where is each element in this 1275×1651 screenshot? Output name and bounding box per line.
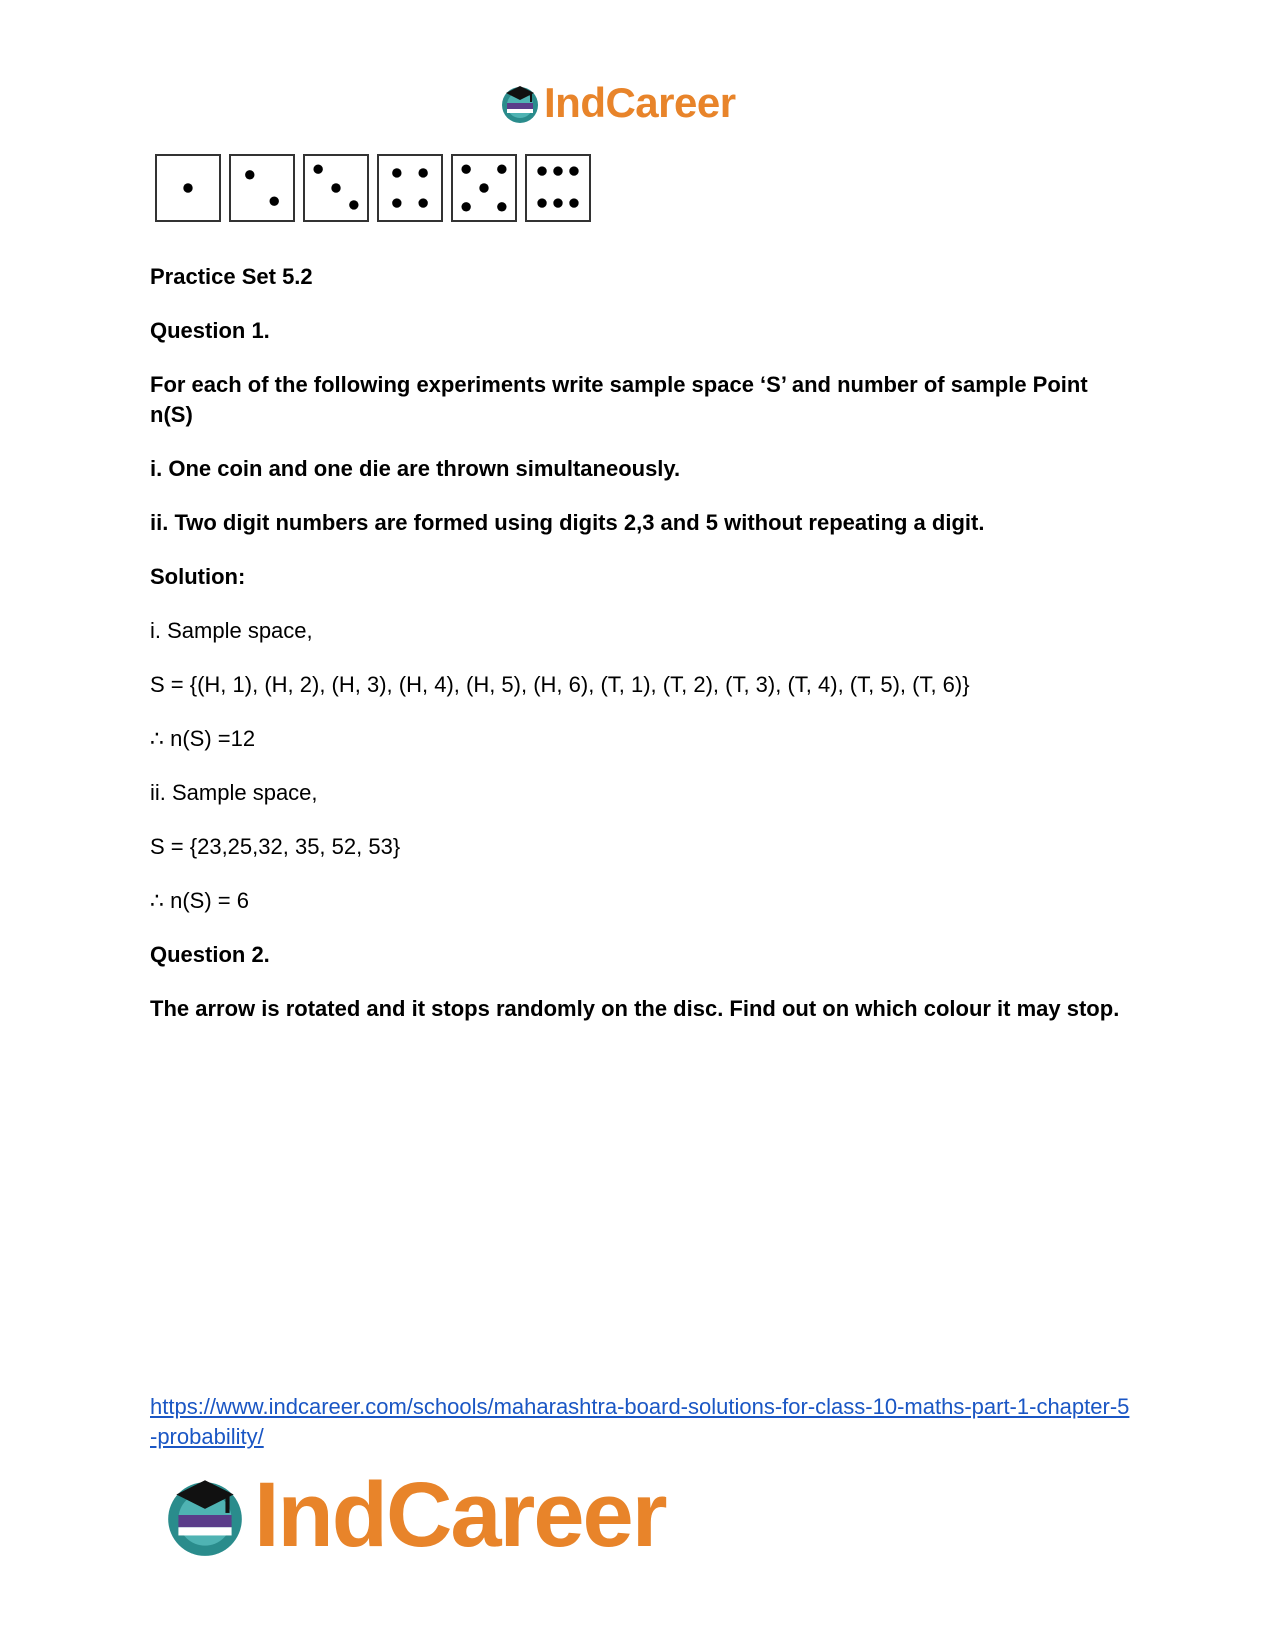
solution-label: Solution:	[150, 564, 246, 589]
die-face-4-icon	[377, 154, 443, 222]
footer-logo	[160, 1465, 666, 1565]
solution-1-sample-space: S = {(H, 1), (H, 2), (H, 3), (H, 4), (H, 5), (H, 6), (T, 1), (T, 2), (T, 3), (T, 4), (T, 5), (T, 6)}	[150, 672, 970, 697]
question-2-text: The arrow is rotated and it stops randomly on the disc. Find out on which colour it may stop.	[150, 996, 1120, 1021]
die-face-1-icon	[155, 154, 221, 222]
solution-2-heading: ii. Sample space,	[150, 780, 318, 805]
question-1-part-i: i. One coin and one die are thrown simultaneously.	[150, 456, 681, 481]
solution-1-count: ∴ n(S) =12	[150, 726, 256, 751]
question-1-text: For each of the following experiments write sample space ‘S’ and number of sample Point n(S)	[150, 372, 1088, 427]
die-face-2-icon	[229, 154, 295, 222]
graduation-globe-icon	[498, 81, 542, 125]
header-logo	[498, 80, 736, 126]
solution-1-heading: i. Sample space,	[150, 618, 313, 643]
die-face-6-icon	[525, 154, 591, 222]
question-2-label: Question 2.	[150, 942, 270, 967]
die-face-5-icon	[451, 154, 517, 222]
logo-wordmark: IndCareer	[254, 1463, 666, 1566]
die-face-3-icon	[303, 154, 369, 222]
dice-faces-figure	[155, 154, 591, 222]
section-title: Practice Set 5.2	[150, 264, 313, 289]
source-url-link[interactable]: https://www.indcareer.com/schools/maharashtra-board-solutions-for-class-10-maths-part-1-chapter-5-probability/	[150, 1394, 1130, 1449]
question-1-label: Question 1.	[150, 318, 270, 343]
question-1-part-ii: ii. Two digit numbers are formed using digits 2,3 and 5 without repeating a digit.	[150, 510, 985, 535]
solution-2-count: ∴ n(S) = 6	[150, 888, 249, 913]
logo-wordmark: IndCareer	[544, 79, 736, 126]
graduation-globe-icon	[160, 1470, 250, 1560]
solution-2-sample-space: S = {23,25,32, 35, 52, 53}	[150, 834, 401, 859]
